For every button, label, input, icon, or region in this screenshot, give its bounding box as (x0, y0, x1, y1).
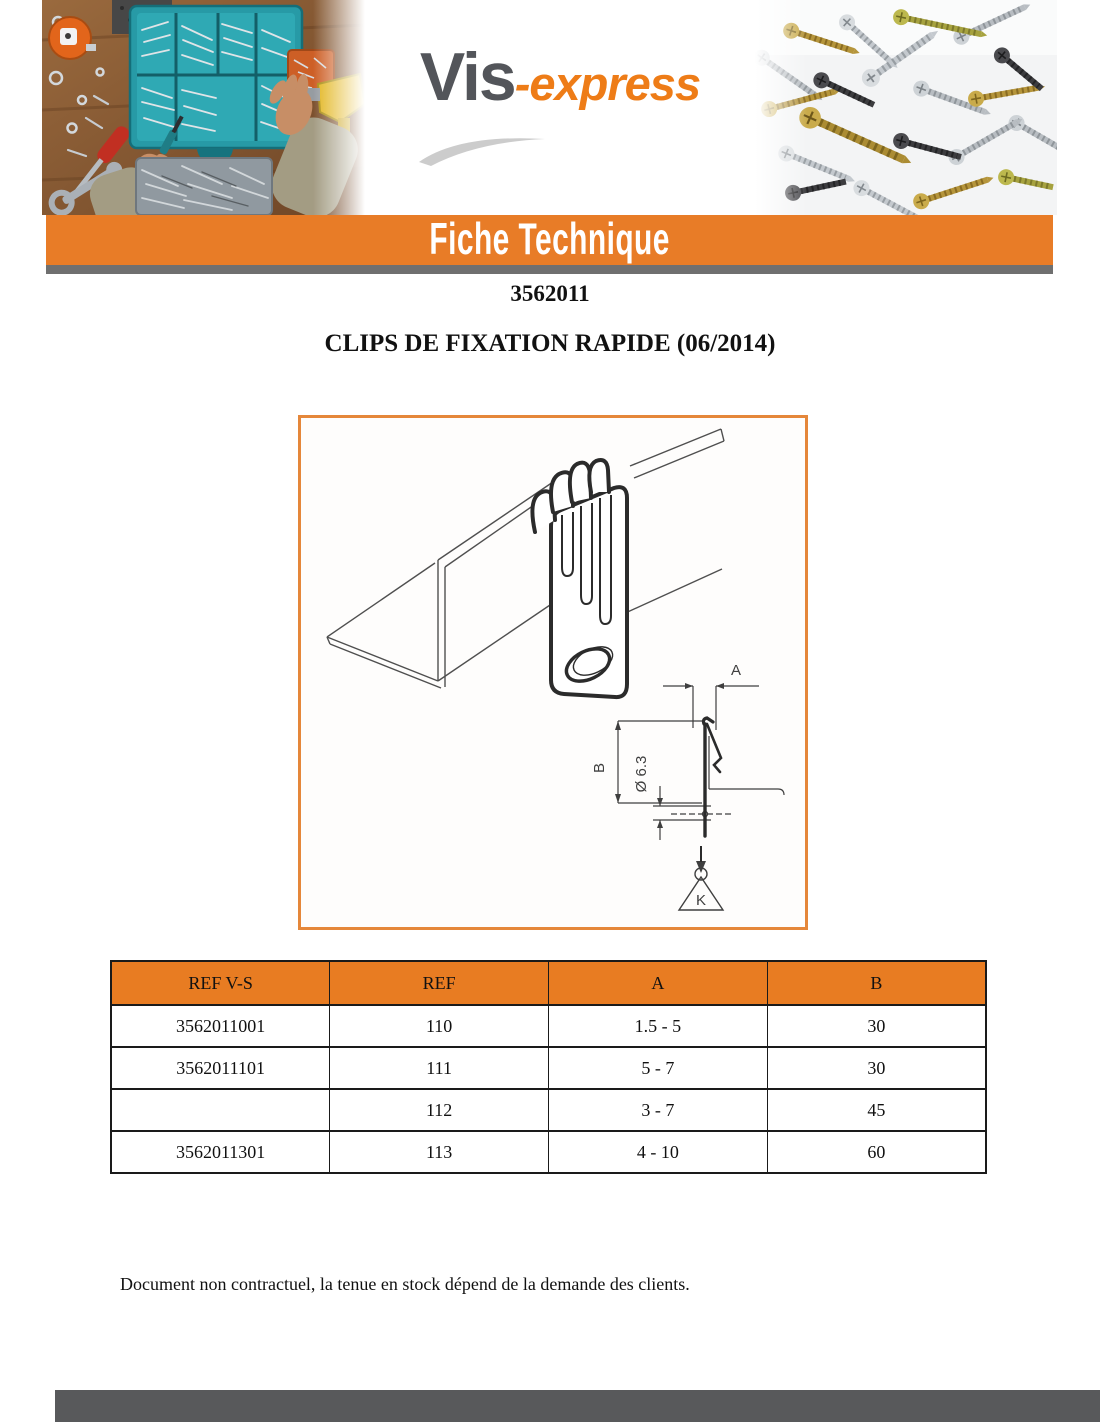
cell-a: 5 - 7 (549, 1047, 768, 1089)
footer-note: Document non contractuel, la tenue en stock dépend de la demande des clients. (120, 1274, 690, 1294)
table-row (111, 1047, 986, 1089)
cell-ref: 111 (330, 1047, 549, 1089)
logo-text (365, 38, 755, 116)
vis-express-logo (365, 38, 755, 188)
photo-fade (755, 0, 807, 215)
logo-swoosh-icon (417, 130, 549, 166)
cell-a: 4 - 10 (549, 1131, 768, 1173)
table-row (111, 1089, 986, 1131)
photo-fade (313, 0, 365, 215)
reference-number: 3562011 (510, 281, 590, 306)
clip-drawing (301, 418, 805, 927)
banner-title: Fiche Technique (429, 214, 670, 265)
workbench-photo (42, 0, 365, 215)
col-header-ref: REF (330, 961, 549, 1005)
cell-a: 1.5 - 5 (549, 1005, 768, 1047)
col-header-ref-vs: REF V-S (111, 961, 330, 1005)
cell-ref-vs: 3562011101 (111, 1047, 330, 1089)
spec-table (110, 960, 987, 1174)
hole-diameter-label: Ø 6.3 (633, 755, 650, 793)
banner (46, 215, 1053, 265)
technical-drawing (298, 415, 808, 930)
logo-text-vis: Vis (419, 39, 515, 115)
logo-text-express: -express (514, 57, 701, 110)
col-header-b: B (767, 961, 986, 1005)
table-row (111, 1131, 986, 1173)
banner-underbar (46, 265, 1053, 274)
cell-ref: 110 (330, 1005, 549, 1047)
cell-ref-vs: 3562011001 (111, 1005, 330, 1047)
col-header-a: A (549, 961, 768, 1005)
dim-b-label: B (591, 762, 608, 774)
table-row (111, 1005, 986, 1047)
spec-table-header-row (111, 961, 986, 1005)
cell-b: 45 (767, 1089, 986, 1131)
cell-ref-vs: 3562011301 (111, 1131, 330, 1173)
cell-a: 3 - 7 (549, 1089, 768, 1131)
cell-ref: 112 (330, 1089, 549, 1131)
k-symbol-label: K (695, 892, 707, 909)
screws-photo (755, 0, 1057, 215)
cell-b: 30 (767, 1047, 986, 1089)
bottom-bar (55, 1390, 1100, 1422)
cell-b: 30 (767, 1005, 986, 1047)
dim-a-label: A (731, 662, 742, 679)
cell-b: 60 (767, 1131, 986, 1173)
cell-ref: 113 (330, 1131, 549, 1173)
page-title: CLIPS DE FIXATION RAPIDE (06/2014) (324, 330, 776, 357)
cell-ref-vs (111, 1089, 330, 1131)
